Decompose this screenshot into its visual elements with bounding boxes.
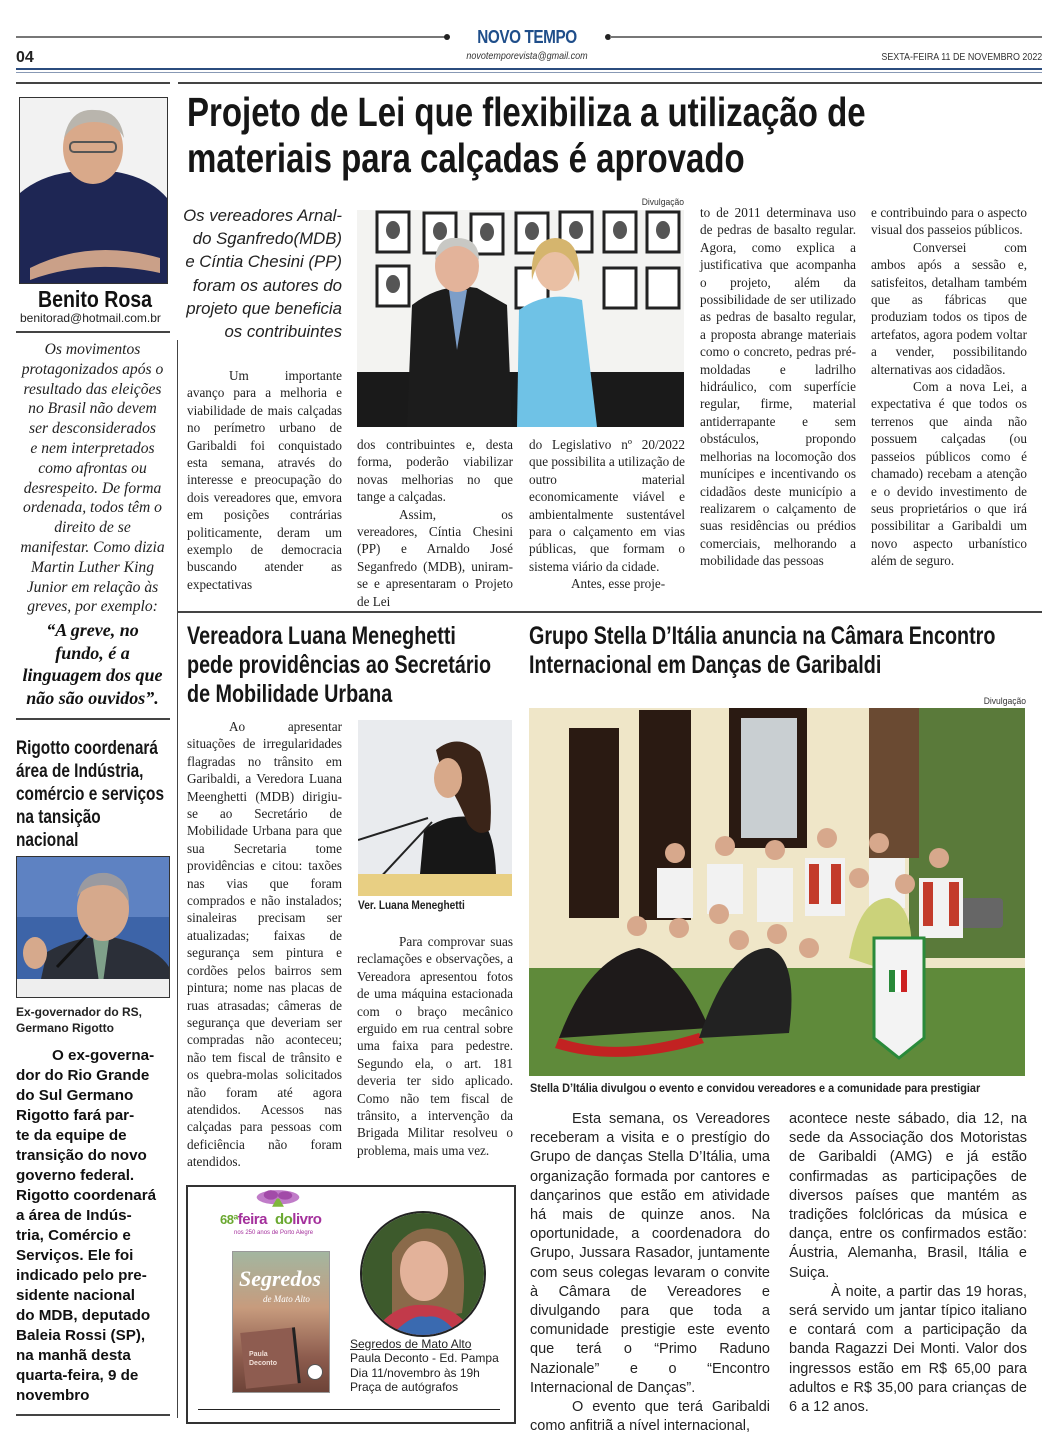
left-column-bottom-rule [16,1414,170,1416]
stella-headline [529,622,995,680]
rigotto-body-line: Rigotto fará par- [16,1107,135,1124]
sidebar-headline-line: nacional [16,830,79,851]
opinion-line: no Brasil não devem [28,400,157,418]
book-fair-ad[interactable] [186,1185,516,1424]
luana-headline-line: pede providências ao Secretário [187,651,492,679]
main-col-3-p2: Antes, esse proje- [571,576,666,592]
quote-line: “A greve, no [46,620,139,641]
main-col-4 [700,204,856,570]
rigotto-body-line: transição do novo [16,1147,147,1164]
stella-col-2-p1: acontece neste sábado, dia 12, na sede da Associação dos Motoristas de Garibaldi (AMG) e já estão confirmadas as participações de diversos países que mantém as tradições folclóricas da música e dança, entre os confirmados estão: Áustria, Alemanha, Brasil, Itália e Suiça. [789,1111,1027,1281]
main-photo [357,210,684,427]
luana-headline-line: Vereadora Luana Meneghetti [187,622,456,650]
main-col-2 [357,436,513,610]
quote-line: fundo, é a [55,642,130,663]
main-col-4-text: to de 2011 determinava uso de pedras de basalto regular. Agora, como explica a justificativa que acompanha o projeto, além da possibilidade de ser utilizado as pedras de basalto regular, a proposta abrange materiais como o concreto, pedras pré-moldadas e ladrilho hidráulico, com superfície regular, firme, material antiderrapante e sem obstáculos, propondo melhorias na locomoção dos munícipes e incentivando os cidadãos deste município a realizarem o calçamento de suas residências ou prédios comerciais, melhorando a mobilidade das pessoas [700,205,856,569]
main-col-1 [187,367,342,593]
rigotto-photo [16,856,170,998]
main-col-2-p2: Assim, os vereadores, Cíntia Chesini (PP) e Arnaldo José Seganfredo (MDB), uniram-se e apresentaram o Projeto de Lei [357,506,513,609]
book-info-line: Dia 11/novembro às 19h [350,1365,480,1380]
sidebar-headline-line: Rigotto coordenará [16,738,158,759]
header-rule-left [16,36,448,38]
fair-word-1: feira [237,1211,267,1228]
stella-col-2 [789,1110,1027,1417]
opinion-line: e nem interpretados [30,439,155,457]
quote-line: linguagem dos que [22,665,163,686]
main-deck-line: foram os autores do [192,275,342,295]
main-deck-line: os contribuintes [224,322,342,342]
rigotto-body-line: te da equipe de [16,1127,127,1144]
fair-logo [220,1189,328,1243]
main-col-3-p1: do Legislativo nº 20/2022 que possibilita a utilização de outro material economicamente viável e ambientalmente sustentável para o calçamento em vias públicas, que formam o sistema viário da cidade. [529,437,686,574]
main-story-top-rule [178,82,1042,84]
quote-line: não são ouvidos”. [26,687,159,708]
rigotto-body-line: quarta-feira, 9 de [16,1367,139,1384]
luana-headline [187,622,491,709]
main-deck-line: projeto que beneficia [186,298,342,318]
main-headline-line: Projeto de Lei que flexibiliza a utilização de [187,89,866,135]
header-date: SEXTA-FEIRA 11 DE NOVEMBRO 2022 [881,51,1042,63]
main-col-5-p2: Conversei com ambos após a sessão e, satisfeitos, detalham também que as fábricas que produziam todos os tipos de artefatos, agora podem voltar a vender, possibilitando alternativas aos cidadãos. [871,239,1027,377]
opinion-line: Martin Luther King [30,558,155,576]
stella-headline-line: Grupo Stella D’Itália anuncia na Câmara Encontro [529,622,996,650]
rigotto-body-line: do MDB, deputado [16,1307,151,1324]
main-col-3 [529,436,685,593]
book-info-line: Paula Deconto - Ed. Pampa [350,1351,499,1365]
left-column-divider [177,340,178,1418]
luana-photo [358,720,512,896]
fair-word-2: do [274,1211,293,1228]
opinion-line: resultado das eleições [23,380,162,398]
opinion-bottom-rule [16,718,170,720]
luana-headline-line: de Mobilidade Urbana [187,680,393,708]
rigotto-body-line: governo federal. [16,1167,135,1184]
book-info-lines [350,1351,499,1395]
publisher-logo-icon [307,1364,323,1380]
left-column-top-rule [16,82,170,84]
page-number: 04 [16,49,34,66]
sidebar-headline [16,737,206,852]
stella-col-2-p2: À noite, a partir das 19 horas, será servido um jantar típico italiano e contará com a participação da banda Ragazzi Dei Monti. Valor dos ingressos estão em R$ 65,00 para adultos e R$ 35,00 para crianças de 6 a 12 anos. [789,1283,1027,1416]
luana-col-1-text: Ao apresentar situações de irregularidades flagradas no trânsito em Garibaldi, a Veredora Luana Meenghetti (MDB) dirigiu-se ao Secretário de Mobilidade Urbana para que sua Secretaria tome providências e citou: taxões nas vias que foram comprados e não instalados; sinaleiras precisam ser atualizadas; faixas de segurança sem pintura e cordões pelos bairros sem pintura; nome nas placas de ruas atrasadas; câmeras de segurança que deveriam ser compradas não aconteceu; não tem fiscal de trânsito e os quebra-molas solicitados não foram até agora atendidos. Acessos nas calçadas para pessoas com deficiência não foram atendidos. [187,719,342,1170]
rigotto-body-line: O ex-governa- [52,1047,155,1064]
luana-col-1 [187,718,342,1171]
book-info-line: Praça de autógrafos [350,1380,459,1394]
book-cover [232,1251,330,1393]
rigotto-body-line: sidente nacional [16,1287,136,1304]
fair-number: 68ª [220,1212,238,1227]
rigotto-caption [16,1004,142,1036]
opinion-quote [10,619,175,709]
main-deck-line: Os vereadores Arnal- [183,206,342,225]
stella-col-1 [530,1110,770,1436]
main-col-5-p3: Com a nova Lei, a expectativa é que todos os terrenos que ainda não possuem calçadas (ou passeios públicos como é chamado) recebam a atenção e o devido investimento de seus proprietários o que irá possibilitar a Garibaldi um novo aspecto urbanístico além de seguro. [871,379,1027,569]
opinion-line: greves, por exemplo: [27,598,158,616]
columnist-email[interactable]: benitorad@hotmail.com.br [20,311,161,325]
main-photo-credit: Divulgação [641,197,684,208]
rigotto-body-line: na manhã desta [16,1347,131,1364]
opinion-line: protagonizados após o [21,360,164,378]
opinion-line: manifestar. Como dizia [20,538,165,556]
opinion-line: Junior em relação às [26,578,159,596]
opinion-line: Os movimentos [44,341,141,358]
columnist-rule [16,331,170,333]
fair-subtitle: nos 250 anos de Porto Alegre [234,1230,314,1236]
main-col-2-p1: dos contribuintes e, desta forma, poderão viabilizar novas melhorias no que tange a calçadas. [357,437,513,505]
header-rule-blue [16,68,1042,70]
main-col-5 [871,204,1027,570]
book-cover-author: Paula Deconto [249,1351,277,1367]
main-col-1-text: Um importante avanço para a melhoria e viabilidade de mais calçadas no perímetro urbano de Garibaldi foi conquistado esta semana, através do interesse e preocupação do dois vereadores que, emvora em posições contrárias politicamente, deram um exemplo de democracia buscando atender as expectativas [187,368,342,592]
stella-headline-line: Internacional em Danças de Garibaldi [529,651,882,679]
rigotto-body-line: Baleia Rossi (SP), [16,1327,146,1344]
main-story-bottom-rule [178,611,1042,613]
columnist-photo [19,97,168,284]
book-info-title[interactable]: Segredos de Mato Alto [350,1337,472,1351]
author-photo [360,1211,486,1337]
luana-caption: Ver. Luana Meneghetti [358,900,465,912]
opinion-line: desrespeito. De forma [23,479,162,497]
fair-title [220,1211,321,1228]
opinion-line: ordenada, todos têm o [23,499,162,517]
opinion-line: como afrontas ou [38,459,147,477]
sidebar-headline-line: área de Indústria, [16,761,144,782]
header-rule-blue-thin [16,72,1042,73]
stella-photo-credit: Divulgação [983,696,1026,707]
header-bullet-left [444,34,450,40]
columnist-name: Benito Rosa [38,286,153,312]
luana-col-2 [357,933,513,1159]
book-cover-subtitle: de Mato Alto [263,1294,310,1304]
rigotto-caption-line: Germano Rigotto [16,1021,114,1035]
stella-col-1-p1: Esta semana, os Vereadores receberam a visita e o prestígio do Grupo de danças Stella D’Itália, uma organização formada por cantores e dançarinos que estão em atividade há mais de quinze anos. Na oportunidade, a coordenadora do Grupo, Jussara Rasador, juntamente com seus colegas levaram o convite à Câmara de Vereadores e divulgando para que toda a comunidade prestigie este evento que terá o “Primo Raduno Nazionale” e o “Encontro Internacional de Danças”. [530,1111,770,1396]
header-rule-right [610,36,1042,38]
main-deck [182,204,342,343]
fair-word-3: livro [292,1211,322,1228]
masthead-title: NOVO TEMPO [477,27,577,47]
header-email[interactable]: novotemporevista@gmail.com [466,51,588,62]
luana-col-2-text: Para comprovar suas reclamações e observações, a Vereadora apresentou fotos de uma máquina estacionada com o braço mecânico erguido em rua central sobre uma faixa para pedestre. Segundo ela, o art. 181 deveria ter sido aplicado. Como não tem fiscal de trânsito, a intervenção da Brigada Militar resolveu o problema, mais uma vez. [357,934,513,1158]
sidebar-headline-line: comércio e serviços [16,784,165,805]
opinion-text [10,340,175,709]
sidebar-headline-line: na tansição [16,807,101,828]
main-deck-line: e Cíntia Chesini (PP) [185,252,342,272]
rigotto-body-line: tria, Comércio e [16,1227,131,1244]
rigotto-body-line: Rigotto coordenará [16,1187,157,1204]
rigotto-body-line: a área de Indús- [16,1207,132,1224]
book-cover-title: Segredos [239,1266,321,1291]
stella-photo [529,708,1025,1076]
ad-bottom-rule [198,1409,500,1410]
rigotto-body-line: do Sul Germano [16,1087,134,1104]
rigotto-caption-line: Ex-governador do RS, [16,1005,143,1019]
rigotto-body-line: indicado pelo pre- [16,1267,147,1284]
opinion-line: ser desconsiderados [29,420,156,438]
rigotto-body-line: Serviços. Ele foi [16,1247,134,1264]
main-headline [187,89,866,181]
main-col-5-p1: e contribuindo para o aspecto visual dos passeios públicos. [871,205,1027,238]
rigotto-body-line: dor do Rio Grande [16,1067,150,1084]
stella-col-1-p2: O evento que terá Garibaldi como anfitriã a nível internacional, [530,1399,770,1435]
opinion-lines [10,340,175,617]
main-headline-line: materiais para calçadas é aprovado [187,135,745,181]
rigotto-body [16,1046,176,1406]
opinion-line: direito de se [54,519,131,537]
rigotto-body-line: novembro [16,1387,90,1404]
stella-caption: Stella D’Itália divulgou o evento e convidou vereadores e a comunidade para prestigiar [530,1081,981,1095]
main-deck-line: do Sganfredo(MDB) [192,229,342,249]
